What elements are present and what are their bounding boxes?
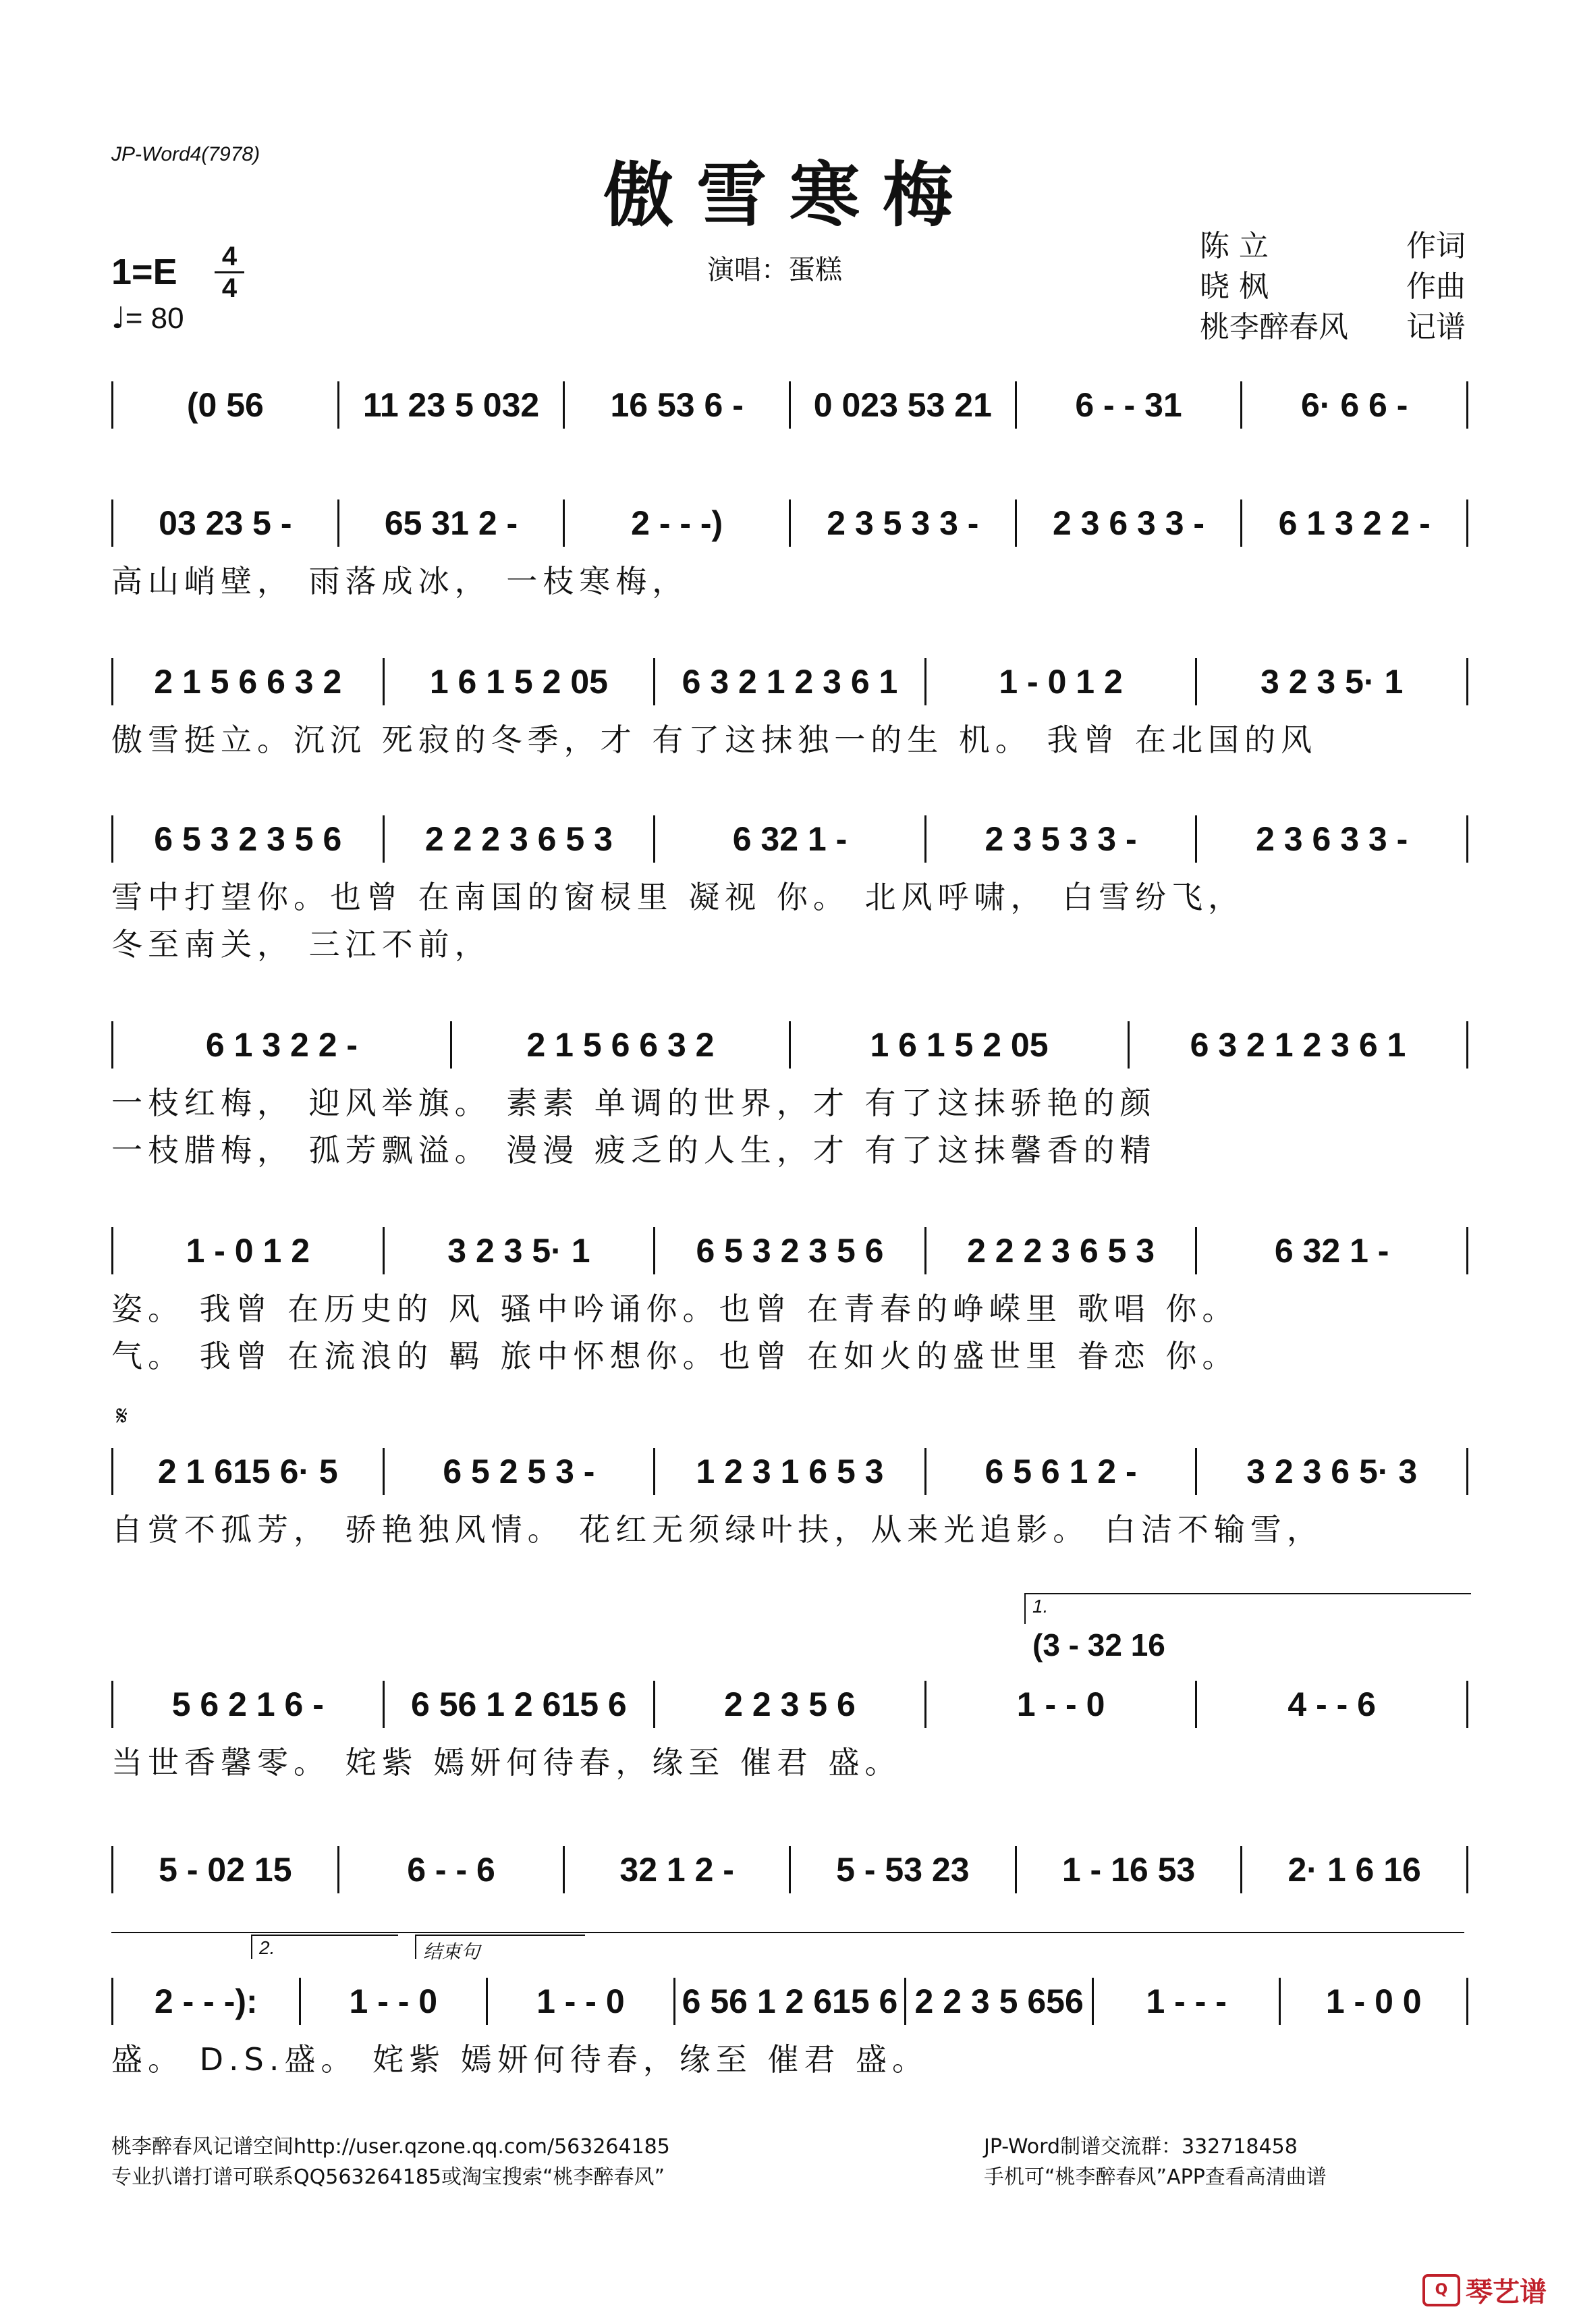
tempo-value: = 80 bbox=[125, 302, 184, 335]
measure: 2· 1 6 16 bbox=[1287, 1851, 1421, 1889]
time-signature-top: 4 bbox=[221, 242, 238, 271]
measure: 6 - - 31 bbox=[1017, 381, 1243, 429]
measure: 2 2 3 5 6 bbox=[655, 1681, 926, 1728]
score-system bbox=[111, 1227, 1468, 1274]
lyric-line: 姿。 我曾 在历史的 风 骚中吟诵你。也曾 在青春的峥嵘里 歌唱 你。 bbox=[111, 1291, 1239, 1327]
footer-right-line2: 手机可“桃李醉春风”APP查看高清曲谱 bbox=[984, 2165, 1327, 2189]
software-version: JP-Word4(7978) bbox=[111, 143, 260, 165]
volta-2-label: 2. bbox=[259, 1937, 275, 1958]
measure: 6 5 6 1 2 - bbox=[926, 1448, 1198, 1495]
lyric-line: 盛。 D.S.盛。 姹紫 嫣妍何待春，缘至 催君 盛。 bbox=[111, 2041, 929, 2078]
transcriber-credit bbox=[1200, 302, 1466, 346]
measure: 6 5 2 5 3 - bbox=[385, 1448, 656, 1495]
transcriber-name: 桃李醉春风 bbox=[1200, 310, 1348, 344]
quarter-note-icon: ♩ bbox=[111, 301, 126, 335]
measure: 1 - - 0 bbox=[926, 1681, 1198, 1728]
measure: 2 2 2 3 6 5 3 bbox=[385, 815, 656, 863]
measure: 6· 6 6 - bbox=[1300, 386, 1408, 424]
measure: 5 6 2 1 6 - bbox=[113, 1681, 385, 1728]
time-signature bbox=[215, 243, 244, 302]
measure: 6 32 1 - bbox=[1274, 1232, 1389, 1270]
measure: 16 53 6 - bbox=[565, 381, 791, 429]
lyric-line: 高山峭壁， 雨落成冰， 一枝寒梅， bbox=[111, 563, 689, 599]
composer-name: 晓 枫 bbox=[1200, 269, 1269, 304]
measure: 6 32 1 - bbox=[655, 815, 926, 863]
measure: 32 1 2 - bbox=[565, 1846, 791, 1893]
measure: 6 5 3 2 3 5 6 bbox=[113, 815, 385, 863]
measure: 1 - - 0 bbox=[301, 1978, 489, 2025]
measure: 3 2 3 5· 1 bbox=[1261, 663, 1404, 701]
measure: 1 2 3 1 6 5 3 bbox=[655, 1448, 926, 1495]
tempo-marking bbox=[111, 301, 184, 335]
time-signature-bottom: 4 bbox=[221, 273, 238, 303]
measure: 2 1 5 6 6 3 2 bbox=[113, 658, 385, 705]
score-system bbox=[111, 1448, 1468, 1495]
measure: 1 6 1 5 2 05 bbox=[385, 658, 656, 705]
site-logo bbox=[1422, 2271, 1547, 2309]
footer-right-line1: JP-Word制谱交流群：332718458 bbox=[984, 2135, 1298, 2159]
measure: 2 1 615 6· 5 bbox=[113, 1448, 385, 1495]
lyric-line: 当世香馨零。 姹紫 嫣妍何待春，缘至 催君 盛。 bbox=[111, 1744, 902, 1781]
score-system bbox=[111, 658, 1468, 705]
footer-left-line2: 专业扒谱打谱可联系QQ563264185或淘宝搜索“桃李醉春风” bbox=[111, 2165, 665, 2189]
measure: 0 023 53 21 bbox=[791, 381, 1017, 429]
score-system bbox=[111, 1681, 1468, 1728]
lyric-line: 自赏不孤芳， 骄艳独风情。 花红无须绿叶扶，从来光追影。 白洁不输雪， bbox=[111, 1511, 1323, 1548]
measure: 1 - - 0 bbox=[488, 1978, 675, 2025]
volta-line bbox=[111, 1932, 1464, 1933]
lyricist-role: 作词 bbox=[1406, 229, 1466, 263]
measure: 2 2 3 5 656 bbox=[906, 1978, 1094, 2025]
measure: 4 - - 6 bbox=[1287, 1685, 1376, 1723]
measure: 6 1 3 2 2 - bbox=[1278, 504, 1431, 542]
lyric-line: 一枝腊梅， 孤芳飘溢。 漫漫 疲乏的人生，才 有了这抹馨香的精 bbox=[111, 1132, 1157, 1168]
measure: 11 23 5 032 bbox=[339, 381, 565, 429]
score-system bbox=[111, 1978, 1468, 2025]
composer-role: 作曲 bbox=[1406, 269, 1466, 304]
logo-text: 琴艺谱 bbox=[1466, 2277, 1547, 2308]
segno-icon: 𝄋 bbox=[116, 1401, 128, 1432]
lyricist-name: 陈 立 bbox=[1200, 229, 1269, 263]
measure: 6 1 3 2 2 - bbox=[113, 1021, 452, 1069]
lyricist-credit bbox=[1200, 221, 1466, 265]
coda-bracket bbox=[415, 1935, 585, 1962]
measure: 6 - - 6 bbox=[339, 1846, 565, 1893]
measure: 6 3 2 1 2 3 6 1 bbox=[1190, 1026, 1406, 1064]
measure: 1 - 16 53 bbox=[1017, 1846, 1243, 1893]
measure: 5 - 53 23 bbox=[791, 1846, 1017, 1893]
measure: 2 - - -): bbox=[113, 1978, 301, 2025]
score-system bbox=[111, 815, 1468, 863]
measure: 1 6 1 5 2 05 bbox=[791, 1021, 1130, 1069]
measure: 6 56 1 2 615 6 bbox=[675, 1978, 907, 2025]
key-signature: 1=E bbox=[111, 252, 177, 292]
measure: 2 3 5 3 3 - bbox=[926, 815, 1198, 863]
measure: 2 3 6 3 3 - bbox=[1256, 820, 1408, 858]
volta-1-ossia: (3 - 32 16 bbox=[1032, 1627, 1165, 1663]
footer-left-line1: 桃李醉春风记谱空间http://user.qzone.qq.com/563264185 bbox=[111, 2135, 670, 2159]
lyric-line: 傲雪挺立。沉沉 死寂的冬季，才 有了这抹独一的生 机。 我曾 在北国的风 bbox=[111, 722, 1318, 758]
measure: 2 3 5 3 3 - bbox=[791, 499, 1017, 547]
lyric-line: 一枝红梅， 迎风举旗。 素素 单调的世界，才 有了这抹骄艳的颜 bbox=[111, 1085, 1157, 1121]
score-system bbox=[111, 1021, 1468, 1069]
measure: 3 2 3 6 5· 3 bbox=[1246, 1453, 1418, 1490]
transcriber-role: 记谱 bbox=[1406, 310, 1466, 344]
score-system bbox=[111, 381, 1468, 429]
song-title: 傲雪寒梅 bbox=[603, 153, 976, 236]
score-system bbox=[111, 499, 1468, 547]
score-system bbox=[111, 1846, 1468, 1893]
singer-credit: 演唱：蛋糕 bbox=[707, 254, 842, 286]
measure: 3 2 3 5· 1 bbox=[385, 1227, 656, 1274]
volta-1-label: 1. bbox=[1032, 1596, 1049, 1617]
measure: 65 31 2 - bbox=[339, 499, 565, 547]
lyric-line: 雪中打望你。也曾 在南国的窗棂里 凝视 你。 北风呼啸， 白雪纷飞， bbox=[111, 879, 1245, 915]
measure: 6 3 2 1 2 3 6 1 bbox=[655, 658, 926, 705]
measure: 2 - - -) bbox=[565, 499, 791, 547]
measure: 2 1 5 6 6 3 2 bbox=[452, 1021, 791, 1069]
measure: 6 56 1 2 615 6 bbox=[385, 1681, 656, 1728]
measure: 2 3 6 3 3 - bbox=[1017, 499, 1243, 547]
lyric-line: 冬至南关， 三江不前， bbox=[111, 926, 491, 963]
measure: (0 56 bbox=[113, 381, 339, 429]
measure: 1 - - - bbox=[1094, 1978, 1281, 2025]
logo-icon: Q bbox=[1422, 2274, 1460, 2306]
lyric-line: 气。 我曾 在流浪的 羁 旅中怀想你。也曾 在如火的盛世里 眷恋 你。 bbox=[111, 1338, 1239, 1374]
measure: 1 - 0 1 2 bbox=[113, 1227, 385, 1274]
measure: 1 - 0 1 2 bbox=[926, 658, 1198, 705]
measure: 2 2 2 3 6 5 3 bbox=[926, 1227, 1198, 1274]
measure: 1 - 0 0 bbox=[1325, 1982, 1422, 2020]
composer-credit bbox=[1200, 262, 1466, 305]
coda-label: 结束句 bbox=[423, 1941, 480, 1962]
volta-2-bracket bbox=[251, 1935, 398, 1959]
measure: 6 5 3 2 3 5 6 bbox=[655, 1227, 926, 1274]
measure: 5 - 02 15 bbox=[113, 1846, 339, 1893]
measure: 03 23 5 - bbox=[113, 499, 339, 547]
volta-1-bracket bbox=[1024, 1593, 1471, 1624]
